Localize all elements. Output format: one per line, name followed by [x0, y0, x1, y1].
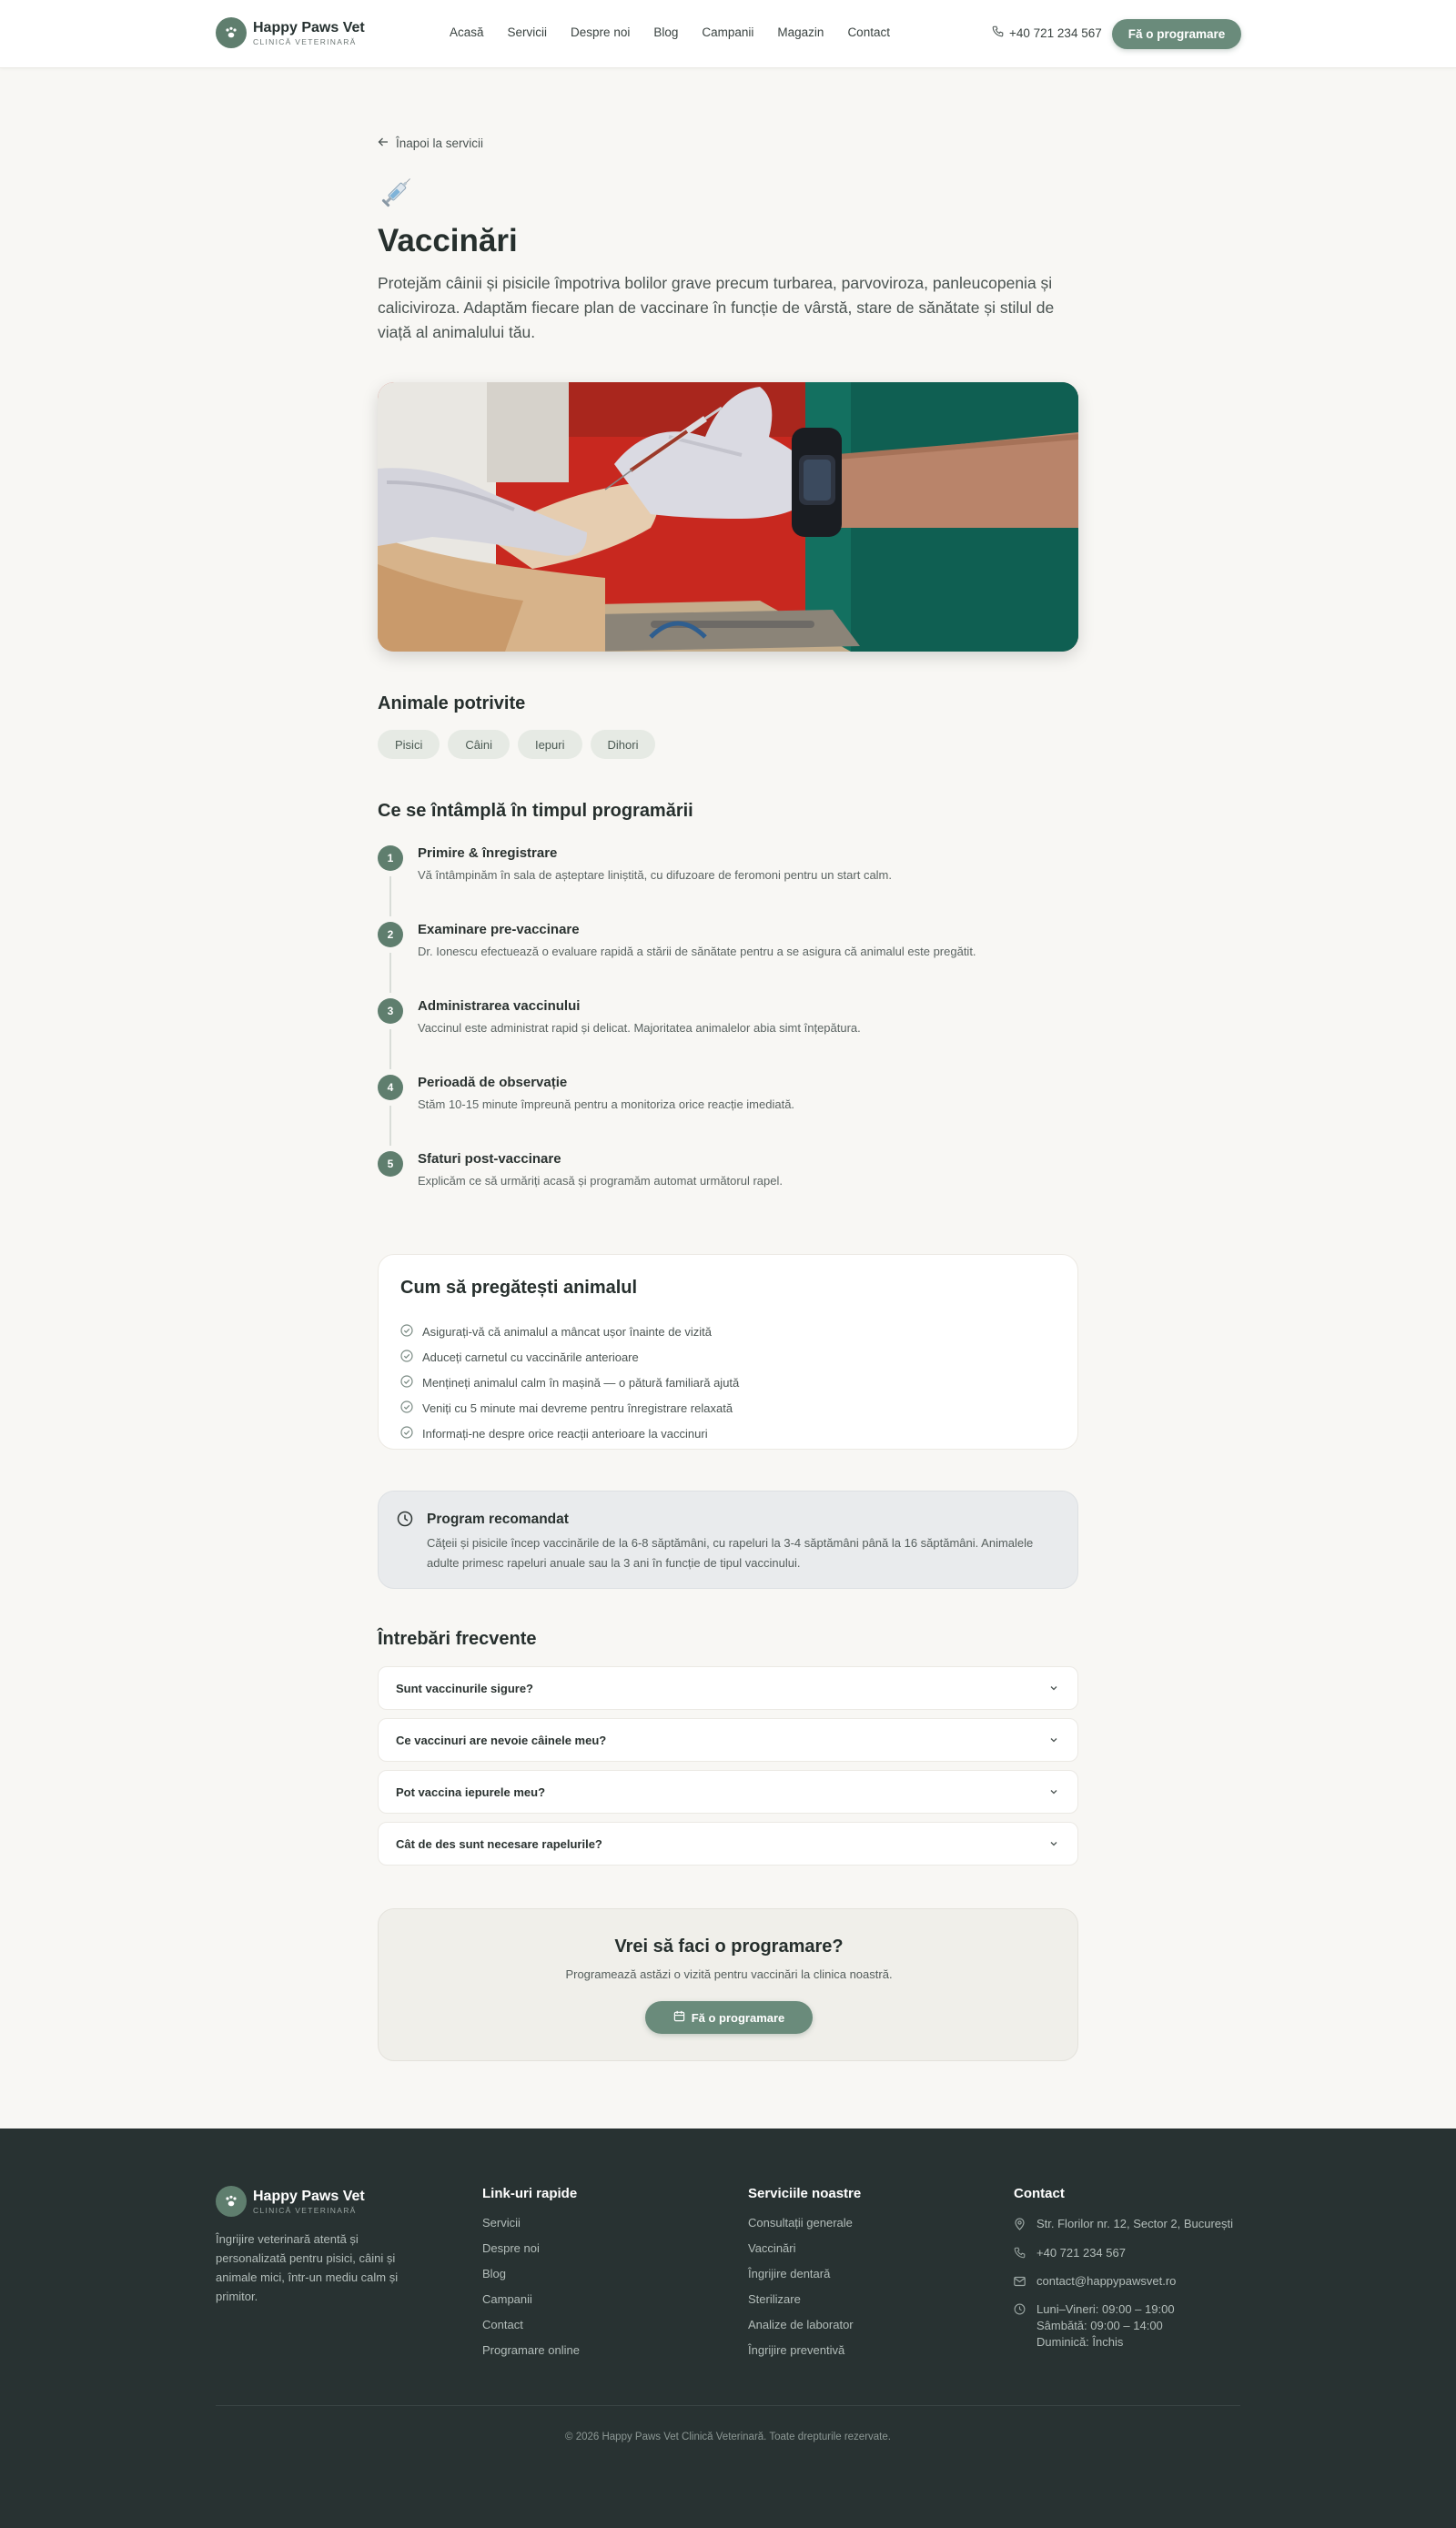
list-item [400, 1421, 739, 1446]
footer-hours [1014, 2301, 1241, 2351]
back-link-label: Înapoi la servicii [396, 137, 484, 150]
nav-link-acasa[interactable]: Acasă [450, 25, 484, 39]
animal-tag-iepuri: Iepuri [518, 730, 582, 759]
hero-image-vaccination [378, 382, 1078, 652]
step-number: 2 [378, 922, 403, 947]
footer-services [748, 2186, 861, 2369]
footer-link-blog[interactable]: Blog [482, 2267, 507, 2280]
nav-link-campanii[interactable]: Campanii [702, 25, 754, 39]
schedule-text: Căţeii și pisicile încep vaccinările de la 6-8 săptămâni, cu rapeluri la 3-4 săptămâni până la 16 săptămâni. Animalele adulte primesc rapeluri anuale sau la 3 ani în funcție de tipul vaccinului. [427, 1536, 1034, 1570]
footer-description: Îngrijire veterinară atentă și personalizată pentru pisici, câini și animale mici, într-un mediu calm și primitor. [216, 2232, 399, 2303]
footer-brand-name: Happy Paws Vet [253, 2188, 365, 2204]
faq-question: Cât de des sunt necesare rapelurile? [396, 1836, 602, 1851]
nav-link-contact[interactable]: Contact [847, 25, 890, 39]
cta-appointment-button[interactable] [645, 2001, 813, 2034]
chevron-down-icon [1048, 1683, 1059, 1696]
footer-brand[interactable] [216, 2186, 365, 2217]
faq-question: Pot vaccina iepurele meu? [396, 1785, 546, 1799]
step-number: 5 [378, 1151, 403, 1177]
list-item [400, 1344, 739, 1370]
faq-item[interactable] [378, 1770, 1078, 1814]
step-item [378, 842, 1078, 918]
cta-title: Vrei să faci o programare? [614, 1936, 844, 1957]
check-circle-icon [400, 1350, 413, 1365]
back-to-services-link[interactable] [378, 137, 1078, 150]
recommended-schedule-card [378, 1491, 1078, 1589]
faq-question: Sunt vaccinurile sigure? [396, 1681, 533, 1695]
list-item [400, 1319, 739, 1344]
mail-icon [1014, 2273, 1027, 2291]
footer-link-ingrijire-preventiva[interactable]: Îngrijire preventivă [748, 2343, 845, 2357]
footer-quick-heading: Link-uri rapide [482, 2186, 578, 2201]
step-description: Dr. Ionescu efectuează o evaluare rapidă a stării de sănătate pentru a se asigura că animalul este pregătit. [418, 945, 976, 958]
animal-tags [378, 730, 1078, 759]
appointment-steps [378, 842, 1078, 1224]
prep-item-text: Informați-ne despre orice reacții anterioare la vaccinuri [422, 1426, 708, 1441]
footer-link-contact[interactable]: Contact [482, 2318, 523, 2331]
footer-brand-subtitle: CLINICĂ VETERINARĂ [253, 2205, 357, 2215]
footer-divider [216, 2405, 1240, 2406]
check-circle-icon [400, 1426, 413, 1441]
step-number: 3 [378, 998, 403, 1024]
prep-item-text: Asigurați-vă că animalul a mâncat ușor înainte de vizită [422, 1324, 712, 1339]
footer-quick-links [482, 2186, 580, 2369]
footer-link-ingrijire-dentara[interactable]: Îngrijire dentară [748, 2267, 831, 2280]
list-item [400, 1370, 739, 1395]
nav-phone[interactable] [992, 25, 1102, 40]
footer-link-sterilizare[interactable]: Sterilizare [748, 2292, 801, 2306]
list-item [400, 1395, 739, 1421]
top-nav [0, 0, 1456, 68]
animal-tag-dihori: Dihori [591, 730, 656, 759]
faq-heading: Întrebări frecvente [378, 1629, 537, 1649]
service-intro: Protejăm câinii și pisicile împotriva bolilor grave precum turbarea, parvoviroza, panleucopenia și caliciviroza. Adaptăm fiecare plan de vaccinare în funcție de vârstă, stare de sănătate și stilul de viață al animalului tău. [378, 274, 1055, 341]
step-item [378, 1148, 1078, 1224]
footer-email[interactable] [1014, 2273, 1241, 2291]
step-item [378, 918, 1078, 995]
cta-text: Programează astăzi o vizită pentru vaccinări la clinica noastră. [565, 1967, 893, 1981]
footer-link-programare-online[interactable]: Programare online [482, 2343, 580, 2357]
step-title: Perioadă de observație [418, 1075, 568, 1090]
faq-list [378, 1666, 1078, 1870]
check-circle-icon [400, 1324, 413, 1340]
footer-hours-saturday: Sâmbătă: 09:00 – 14:00 [1036, 2319, 1163, 2332]
footer-copyright: © 2026 Happy Paws Vet Clinică Veterinară. Toate drepturile rezervate. [565, 2432, 891, 2442]
step-title: Primire & înregistrare [418, 845, 558, 861]
prep-list [400, 1319, 739, 1446]
step-description: Vă întâmpinăm în sala de așteptare liniștită, cu difuzoare de feromoni pentru un start calm. [418, 868, 892, 882]
animals-heading: Animale potrivite [378, 693, 526, 713]
step-title: Examinare pre-vaccinare [418, 922, 580, 937]
faq-question: Ce vaccinuri are nevoie câinele meu? [396, 1733, 607, 1747]
page-title: Vaccinări [378, 223, 518, 258]
footer-hours-sunday: Duminică: Închis [1036, 2335, 1124, 2349]
prep-item-text: Veniți cu 5 minute mai devreme pentru înregistrare relaxată [422, 1401, 733, 1415]
step-description: Explicăm ce să urmăriți acasă și programăm automat următorul rapel. [418, 1174, 783, 1188]
footer-phone-text: +40 721 234 567 [1036, 2246, 1126, 2260]
footer-hours-weekdays: Luni–Vineri: 09:00 – 19:00 [1036, 2302, 1175, 2316]
clock-icon [397, 1511, 413, 1532]
prep-item-text: Mențineți animalul calm în mașină — o pătură familiară ajută [422, 1375, 740, 1390]
calendar-icon [673, 2010, 685, 2025]
phone-icon [992, 25, 1004, 40]
footer-email-text: contact@happypawsvet.ro [1036, 2274, 1177, 2288]
nav-link-servicii[interactable]: Servicii [507, 25, 548, 39]
appointment-cta-card [378, 1908, 1078, 2061]
step-item [378, 995, 1078, 1071]
step-title: Administrarea vaccinului [418, 998, 581, 1014]
step-connector [389, 1029, 391, 1069]
footer-link-despre-noi[interactable]: Despre noi [482, 2241, 540, 2255]
faq-item[interactable] [378, 1718, 1078, 1762]
prep-heading: Cum să pregătești animalul [400, 1278, 638, 1298]
footer-contact-heading: Contact [1014, 2186, 1065, 2201]
map-pin-icon [1014, 2216, 1027, 2235]
footer-link-campanii[interactable]: Campanii [482, 2292, 532, 2306]
nav-phone-number: +40 721 234 567 [1009, 25, 1102, 40]
step-title: Sfaturi post-vaccinare [418, 1151, 561, 1167]
footer-link-servicii[interactable]: Servicii [482, 2216, 521, 2230]
step-item [378, 1071, 1078, 1148]
step-number: 1 [378, 845, 403, 871]
nav-links [450, 25, 890, 39]
step-number: 4 [378, 1075, 403, 1100]
step-connector [389, 1106, 391, 1146]
footer-address [1014, 2216, 1241, 2235]
brand-logo[interactable] [216, 17, 365, 48]
nav-link-blog[interactable]: Blog [653, 25, 679, 39]
syringe-icon [376, 173, 416, 222]
paw-icon [216, 17, 247, 48]
check-circle-icon [400, 1375, 413, 1390]
arrow-left-icon [378, 137, 389, 150]
site-footer [0, 2129, 1456, 2528]
chevron-down-icon [1048, 1786, 1059, 1800]
steps-heading: Ce se întâmplă în timpul programării [378, 801, 693, 821]
prep-card [378, 1254, 1078, 1450]
phone-icon [1014, 2245, 1027, 2263]
brand-subtitle: CLINICĂ VETERINARĂ [253, 36, 357, 46]
paw-icon [216, 2186, 247, 2217]
footer-phone[interactable] [1014, 2245, 1241, 2263]
footer-contact [1014, 2186, 1241, 2361]
footer-link-analize[interactable]: Analize de laborator [748, 2318, 854, 2331]
footer-services-heading: Serviciile noastre [748, 2186, 862, 2201]
footer-link-vaccinari[interactable]: Vaccinări [748, 2241, 796, 2255]
nav-appointment-button[interactable]: Fă o programare [1112, 19, 1241, 49]
step-connector [389, 876, 391, 916]
chevron-down-icon [1048, 1734, 1059, 1748]
clock-icon [1014, 2301, 1027, 2351]
step-description: Vaccinul este administrat rapid și delicat. Majoritatea animalelor abia simt înțepătura. [418, 1021, 861, 1035]
animal-tag-caini: Câini [448, 730, 510, 759]
step-description: Stăm 10-15 minute împreună pentru a monitoriza orice reacție imediată. [418, 1097, 795, 1111]
prep-item-text: Aduceți carnetul cu vaccinările anterioare [422, 1350, 639, 1364]
footer-link-consultatii[interactable]: Consultații generale [748, 2216, 853, 2230]
nav-link-magazin[interactable]: Magazin [777, 25, 824, 39]
footer-address-text: Str. Florilor nr. 12, Sector 2, București [1036, 2217, 1234, 2230]
faq-item[interactable] [378, 1822, 1078, 1866]
brand-name: Happy Paws Vet [253, 19, 365, 35]
nav-link-despre-noi[interactable]: Despre noi [571, 25, 631, 39]
step-connector [389, 953, 391, 993]
chevron-down-icon [1048, 1838, 1059, 1852]
schedule-title: Program recomandat [427, 1512, 569, 1527]
animal-tag-pisici: Pisici [378, 730, 440, 759]
cta-button-label: Fă o programare [691, 2010, 785, 2025]
faq-item[interactable] [378, 1666, 1078, 1710]
check-circle-icon [400, 1401, 413, 1416]
